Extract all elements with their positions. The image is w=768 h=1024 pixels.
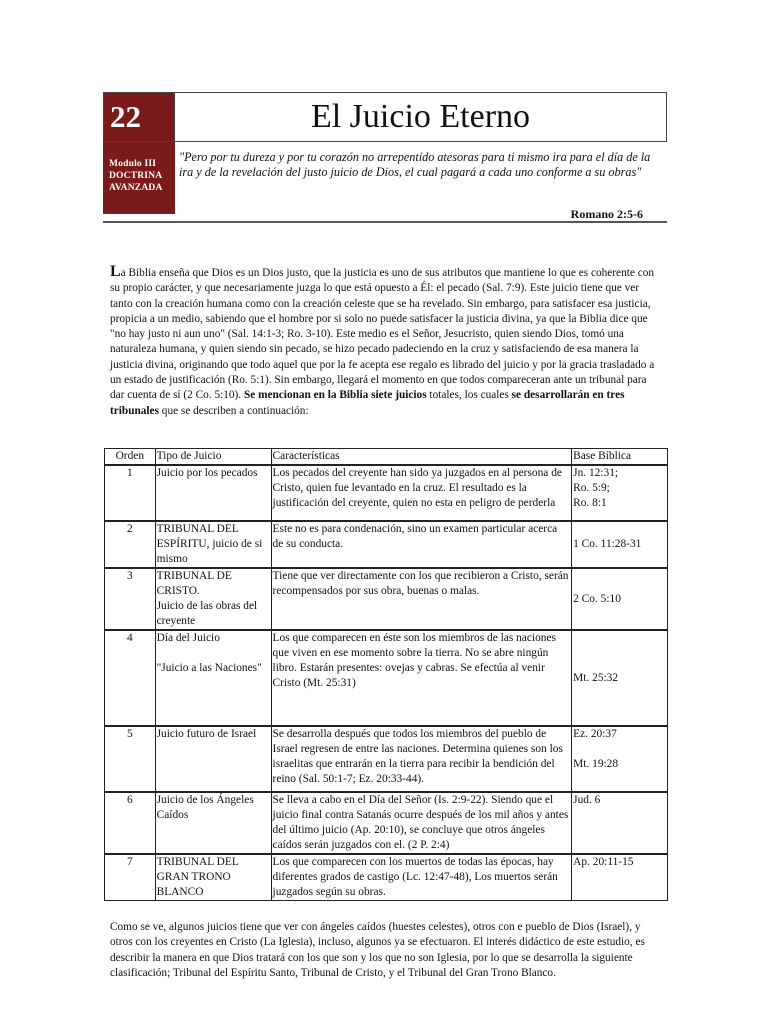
cell-base: Mt. 25:32 <box>572 630 668 726</box>
module-line: Modulo III <box>109 159 157 169</box>
cell-caracteristicas: Este no es para condenación, sino un examen particular acerca de su conducta. <box>271 521 572 568</box>
cell-caracteristicas: Tiene que ver directamente con los que recibieron a Cristo, serán recompensados por sus obra, buenas o malas. <box>271 568 572 630</box>
intro-bold: Se mencionan en la Biblia siete juicios <box>243 389 427 402</box>
lesson-number: 22 <box>103 92 175 142</box>
cell-base: Ap. 20:11-15 <box>572 854 668 901</box>
module-line: DOCTRINA <box>109 171 163 181</box>
module-label <box>103 142 175 214</box>
intro-text: a Biblia enseña que Dios es un Dios justo, que la justicia es uno de sus atributos que mantiene lo que es coherente con su propio carácter, y que necesariamente juzga lo que está opuesto a Él: el pecado (Sal. 7:9). Este juicio tiene que ver tanto con la creación humana como con la creación celeste que se ha revelado. Sin embargo, para satisfacer esa justicia, propicia a un medio, sabiendo que el hombre por si solo no puede satisfacer la justicia divina, ya que la Biblia dice que "no hay justo ni aun uno" (Sal. 14:1-3; Ro. 3-10). Este medio es el Señor, Jesucristo, quien siendo Dios, tomó una naturaleza humana, y quien siendo sin pecado, se hizo pecado padeciendo en la cruz y satisfaciendo de esa manera la justicia divina, originando que todo aquel que por la fe acepta ese regalo es librado del juicio y por la gracia trasladado a un estado de justificación (Ro. 5:1). Sin embargo, llegará el momento en que todos compareceran ante un tribunal para dar cuenta de sí (2 Co. 5:10). <box>110 267 655 402</box>
module-line: AVANZADA <box>109 183 163 193</box>
closing-paragraph: Como se ve, algunos juicios tiene que ver con ángeles caídos (huestes celestes), otros con e pueblo de Dios (Israel), y otros con los creyentes en Cristo (La Iglesia), incluso, algunos ya se efectuaron. El interés didáctico de este estudio, es describir la manera en que Dios tratará con los que son y los que no son Iglesia, por lo que se desarrolla la siguiente clasificación; Tribunal del Espíritu Santo, Tribunal de Cristo, y el Tribunal del Gran Trono Blanco. <box>110 921 645 979</box>
table-row <box>105 792 668 854</box>
cell-orden: 2 <box>105 521 156 568</box>
col-header-caracteristicas: Características <box>271 449 572 466</box>
table-row <box>105 465 668 521</box>
col-header-tipo: Tipo de Juicio <box>155 449 271 466</box>
cell-tipo: TRIBUNAL DEL ESPÍRITU, juicio de si mismo <box>155 521 271 568</box>
cell-orden: 3 <box>105 568 156 630</box>
cell-caracteristicas: Los pecados del creyente han sido ya juzgados en al persona de Cristo, quien fue levantado en la cruz. El resultado es la justificación del creyente, quien no esta en peligro de perderla <box>271 465 572 521</box>
cell-caracteristicas: Se desarrolla después que todos los miembros del pueblo de Israel regresen de entre las naciones. Determina quienes son los israelitas que entrarán en la tierra para recibir la bendición del reino (Sal. 50:1-7; Ez. 20:33-44). <box>271 726 572 792</box>
cell-base: Ez. 20:37 Mt. 19:28 <box>572 726 668 792</box>
cell-tipo: Juicio por los pecados <box>155 465 271 521</box>
cell-caracteristicas: Se lleva a cabo en el Día del Señor (Is. 2:9-22). Siendo que el juicio final contra Satanás ocurre después de los mil años y antes del último juicio (Ap. 20:10), se concluye que otros ángeles caídos serán juzgados con el. (2 P. 2:4) <box>271 792 572 854</box>
table-row <box>105 726 668 792</box>
lesson-title: El Juicio Eterno <box>175 92 667 142</box>
cell-tipo: Día del Juicio "Juicio a las Naciones" <box>155 630 271 726</box>
cell-orden: 6 <box>105 792 156 854</box>
cell-tipo: TRIBUNAL DEL GRAN TRONO BLANCO <box>155 854 271 901</box>
cell-tipo: Juicio futuro de Israel <box>155 726 271 792</box>
cell-orden: 5 <box>105 726 156 792</box>
cell-base: Jn. 12:31; Ro. 5:9; Ro. 8:1 <box>572 465 668 521</box>
cell-caracteristicas: Los que comparecen con los muertos de todas las épocas, hay diferentes grados de castigo (Lc. 12:47-48), Los muertos serán juzgados según su obras. <box>271 854 572 901</box>
intro-text: que se describen a continuación: <box>158 404 309 417</box>
header-divider <box>103 221 667 223</box>
table-row <box>105 630 668 726</box>
cell-tipo: Juicio de los Ángeles Caídos <box>155 792 271 854</box>
cell-base: Jud. 6 <box>572 792 668 854</box>
intro-paragraph <box>110 264 662 419</box>
col-header-base: Base Bíblica <box>572 449 668 466</box>
table-row <box>105 521 668 568</box>
scripture-quote: "Pero por tu dureza y por tu corazón no arrepentido atesoras para ti mismo ira para el día de la ira y de la revelación del justo juicio de Dios, el cual pagará a cada uno conforme a su obras" <box>179 150 651 179</box>
drop-cap: L <box>110 263 121 280</box>
cell-base: 2 Co. 5:10 <box>572 568 668 630</box>
cell-orden: 1 <box>105 465 156 521</box>
table-row <box>105 854 668 901</box>
intro-bold: se desarrollarán en tres tribunales <box>110 389 625 417</box>
scripture-reference: Romano 2:5-6 <box>570 207 643 221</box>
table-row <box>105 568 668 630</box>
judgments-table <box>104 448 668 901</box>
cell-caracteristicas: Los que comparecen en éste son los miembros de las naciones que viven en ese momento sobre la tierra. No se abre ningún libro. Estarán presentes: ovejas y cabras. Se efectúa al venir Cristo (Mt. 25:31) <box>271 630 572 726</box>
intro-text: totales, los cuales <box>426 389 512 402</box>
cell-orden: 4 <box>105 630 156 726</box>
table-header-row <box>105 449 668 466</box>
col-header-orden: Orden <box>105 449 156 466</box>
cell-base: 1 Co. 11:28-31 <box>572 521 668 568</box>
cell-orden: 7 <box>105 854 156 901</box>
cell-tipo: TRIBUNAL DE CRISTO. Juicio de las obras del creyente <box>155 568 271 630</box>
lesson-header <box>103 92 667 222</box>
